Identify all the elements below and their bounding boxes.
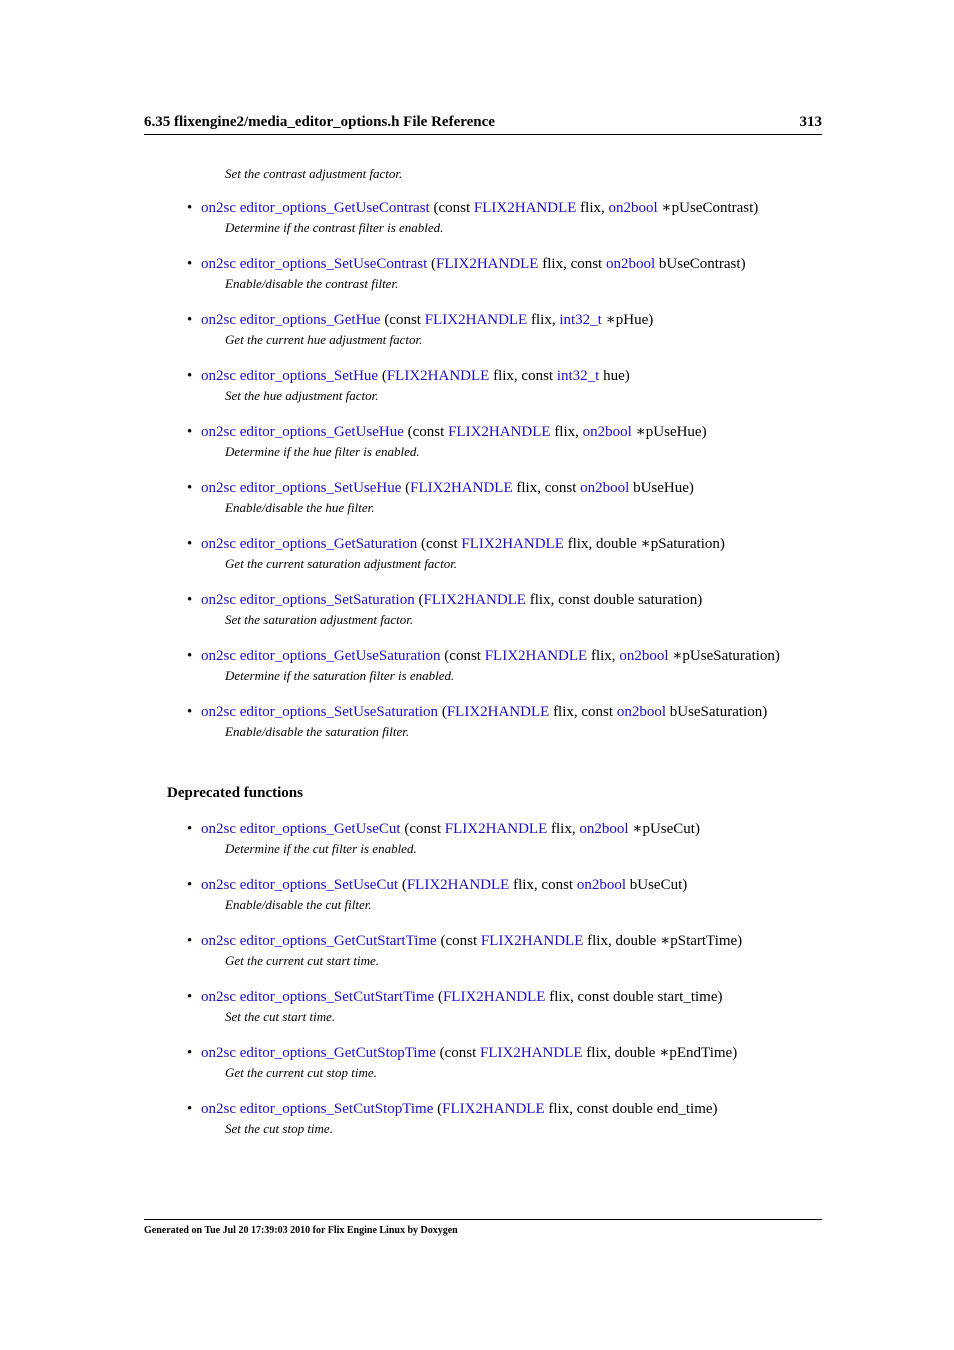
type-link[interactable]: FLIX2HANDLE xyxy=(386,368,490,384)
signature-text: flix, xyxy=(527,312,560,328)
function-description: Enable/disable the contrast filter. xyxy=(225,276,399,291)
bullet-icon: • xyxy=(187,821,193,837)
function-name-link[interactable]: on2sc editor_options_GetCutStopTime xyxy=(201,1045,436,1061)
page-footer: Generated on Tue Jul 20 17:39:03 2010 for Flix Engine Linux by Doxygen xyxy=(144,1219,822,1236)
function-item xyxy=(187,423,827,460)
page-header xyxy=(144,114,822,135)
function-description: Determine if the contrast filter is enabled. xyxy=(225,220,444,235)
function-item xyxy=(187,703,827,740)
signature-text: flix, xyxy=(550,424,583,440)
function-name-link[interactable]: on2sc editor_options_GetCutStartTime xyxy=(201,933,437,949)
signature-text: ∗pUseContrast) xyxy=(657,200,759,216)
signature-text: flix, const xyxy=(549,704,617,720)
function-signature xyxy=(187,479,827,498)
type-link[interactable]: FLIX2HANDLE xyxy=(410,480,513,496)
signature-text: bUseSaturation) xyxy=(665,704,768,720)
signature-text: (const xyxy=(440,648,485,664)
bullet-icon: • xyxy=(187,480,193,496)
function-description: Set the cut stop time. xyxy=(225,1121,333,1136)
function-description: Get the current cut start time. xyxy=(225,953,380,968)
bullet-icon: • xyxy=(187,312,193,328)
section-title: 6.35 flixengine2/media_editor_options.h File Reference xyxy=(144,114,495,130)
function-signature xyxy=(187,591,827,610)
type-link[interactable]: FLIX2HANDLE xyxy=(446,704,550,720)
signature-text: ( xyxy=(438,704,447,720)
page-number: 313 xyxy=(799,114,822,130)
function-signature xyxy=(187,1044,827,1063)
function-signature xyxy=(187,876,827,895)
signature-text: flix, const xyxy=(489,368,557,384)
function-name-link[interactable]: on2sc editor_options_SetUseContrast xyxy=(201,256,428,272)
signature-text: bUseHue) xyxy=(629,480,694,496)
type-link[interactable]: on2bool xyxy=(619,648,669,664)
signature-text: (const xyxy=(403,424,449,440)
function-description: Determine if the saturation filter is enabled. xyxy=(225,668,455,683)
type-link[interactable]: on2bool xyxy=(582,424,632,440)
deprecated-function-item xyxy=(187,876,827,913)
signature-text: flix, const xyxy=(512,480,581,496)
function-item xyxy=(187,255,827,292)
signature-text: flix, xyxy=(576,200,609,216)
signature-text: bUseContrast) xyxy=(655,256,746,272)
function-item xyxy=(187,479,827,516)
function-signature xyxy=(187,703,827,722)
deprecated-function-item xyxy=(187,988,827,1025)
function-signature xyxy=(187,988,827,1007)
type-link[interactable]: FLIX2HANDLE xyxy=(473,200,577,216)
function-name-link[interactable]: on2sc editor_options_GetUseContrast xyxy=(201,200,430,216)
continued-description: Set the contrast adjustment factor. xyxy=(225,166,403,181)
type-link[interactable]: on2bool xyxy=(580,480,630,496)
bullet-icon: • xyxy=(187,933,193,949)
function-item xyxy=(187,199,827,236)
function-description: Enable/disable the hue filter. xyxy=(225,500,375,515)
type-link[interactable]: FLIX2HANDLE xyxy=(480,1045,583,1061)
function-signature xyxy=(187,820,827,839)
signature-text: ( xyxy=(401,480,411,496)
type-link[interactable]: on2bool xyxy=(616,704,666,720)
function-name-link[interactable]: on2sc editor_options_SetCutStopTime xyxy=(201,1101,434,1117)
function-item xyxy=(187,535,827,572)
function-item xyxy=(187,367,827,404)
deprecated-function-item xyxy=(187,1044,827,1081)
deprecated-function-item xyxy=(187,820,827,857)
function-description: Determine if the hue filter is enabled. xyxy=(225,444,420,459)
bullet-icon: • xyxy=(187,877,193,893)
type-link[interactable]: FLIX2HANDLE xyxy=(480,933,584,949)
signature-text: (const xyxy=(435,1045,481,1061)
function-name-link[interactable]: on2sc editor_options_GetUseCut xyxy=(201,821,401,837)
function-description: Get the current saturation adjustment factor. xyxy=(225,556,458,571)
signature-text: (const xyxy=(380,312,425,328)
bullet-icon: • xyxy=(187,704,193,720)
function-signature xyxy=(187,367,827,386)
signature-text: (const xyxy=(400,821,445,837)
type-link[interactable]: FLIX2HANDLE xyxy=(442,1101,545,1117)
function-description: Set the saturation adjustment factor. xyxy=(225,612,414,627)
deprecated-heading: Deprecated functions xyxy=(167,785,303,801)
type-link[interactable]: FLIX2HANDLE xyxy=(448,424,551,440)
signature-text: (const xyxy=(417,536,462,552)
type-link[interactable]: FLIX2HANDLE xyxy=(435,256,539,272)
function-signature xyxy=(187,423,827,442)
bullet-icon: • xyxy=(187,648,193,664)
signature-text: (const xyxy=(429,200,474,216)
type-link[interactable]: on2bool xyxy=(579,821,629,837)
type-link[interactable]: FLIX2HANDLE xyxy=(424,312,528,328)
function-name-link[interactable]: on2sc editor_options_GetSaturation xyxy=(201,536,418,552)
signature-text: flix, const double end_time) xyxy=(544,1101,718,1117)
signature-text: (const xyxy=(436,933,481,949)
function-description: Set the hue adjustment factor. xyxy=(225,388,379,403)
type-link[interactable]: on2bool xyxy=(605,256,656,272)
signature-text: ( xyxy=(414,592,424,608)
signature-text: flix, double ∗pEndTime) xyxy=(582,1045,738,1061)
function-name-link[interactable]: on2sc editor_options_SetUseSaturation xyxy=(201,704,439,720)
function-item xyxy=(187,591,827,628)
function-item xyxy=(187,311,827,348)
signature-text: ( xyxy=(427,256,436,272)
function-description: Get the current cut stop time. xyxy=(225,1065,377,1080)
function-name-link[interactable]: on2sc editor_options_GetUseSaturation xyxy=(201,648,441,664)
type-link[interactable]: FLIX2HANDLE xyxy=(442,989,546,1005)
signature-text: ( xyxy=(433,1101,443,1117)
function-name-link[interactable]: on2sc editor_options_GetHue xyxy=(201,312,381,328)
deprecated-function-item xyxy=(187,1100,827,1137)
signature-text: ∗pHue) xyxy=(601,312,654,328)
bullet-icon: • xyxy=(187,592,193,608)
signature-text: hue) xyxy=(599,368,630,384)
bullet-icon: • xyxy=(187,424,193,440)
bullet-icon: • xyxy=(187,1101,193,1117)
bullet-icon: • xyxy=(187,1045,193,1061)
function-item xyxy=(187,647,827,684)
function-name-link[interactable]: on2sc editor_options_GetUseHue xyxy=(201,424,404,440)
function-signature xyxy=(187,1100,827,1119)
bullet-icon: • xyxy=(187,989,193,1005)
signature-text: flix, const xyxy=(509,877,577,893)
type-link[interactable]: on2bool xyxy=(608,200,658,216)
bullet-icon: • xyxy=(187,536,193,552)
type-link[interactable]: FLIX2HANDLE xyxy=(461,536,564,552)
signature-text: ( xyxy=(398,877,407,893)
function-name-link[interactable]: on2sc editor_options_SetSaturation xyxy=(201,592,415,608)
bullet-icon: • xyxy=(187,256,193,272)
type-link[interactable]: int32_t xyxy=(559,312,602,328)
signature-text: flix, xyxy=(587,648,620,664)
function-signature xyxy=(187,255,827,274)
signature-text: flix, const double saturation) xyxy=(525,592,703,608)
function-name-link[interactable]: on2sc editor_options_SetUseHue xyxy=(201,480,402,496)
signature-text: flix, const double start_time) xyxy=(545,989,723,1005)
signature-text: ∗pUseHue) xyxy=(631,424,707,440)
function-description: Enable/disable the saturation filter. xyxy=(225,724,410,739)
function-signature xyxy=(187,199,827,218)
signature-text: flix, xyxy=(547,821,580,837)
function-description: Set the cut start time. xyxy=(225,1009,336,1024)
type-link[interactable]: FLIX2HANDLE xyxy=(484,648,588,664)
type-link[interactable]: FLIX2HANDLE xyxy=(406,877,510,893)
function-signature xyxy=(187,535,827,554)
type-link[interactable]: on2bool xyxy=(576,877,626,893)
signature-text: ∗pUseSaturation) xyxy=(668,648,780,664)
signature-text: flix, double ∗pStartTime) xyxy=(583,933,743,949)
deprecated-function-item xyxy=(187,932,827,969)
function-signature xyxy=(187,932,827,951)
signature-text: ∗pUseCut) xyxy=(628,821,700,837)
function-name-link[interactable]: on2sc editor_options_SetCutStartTime xyxy=(201,989,435,1005)
function-name-link[interactable]: on2sc editor_options_SetUseCut xyxy=(201,877,399,893)
type-link[interactable]: int32_t xyxy=(556,368,600,384)
signature-text: flix, const xyxy=(538,256,606,272)
function-description: Determine if the cut filter is enabled. xyxy=(225,841,417,856)
function-description: Get the current hue adjustment factor. xyxy=(225,332,423,347)
function-signature xyxy=(187,647,827,666)
function-name-link[interactable]: on2sc editor_options_SetHue xyxy=(201,368,379,384)
signature-text: ( xyxy=(434,989,443,1005)
bullet-icon: • xyxy=(187,200,193,216)
signature-text: flix, double ∗pSaturation) xyxy=(563,536,725,552)
function-signature xyxy=(187,311,827,330)
type-link[interactable]: FLIX2HANDLE xyxy=(444,821,548,837)
function-description: Enable/disable the cut filter. xyxy=(225,897,372,912)
signature-text: bUseCut) xyxy=(626,877,688,893)
type-link[interactable]: FLIX2HANDLE xyxy=(423,592,526,608)
bullet-icon: • xyxy=(187,368,193,384)
signature-text: ( xyxy=(378,368,387,384)
